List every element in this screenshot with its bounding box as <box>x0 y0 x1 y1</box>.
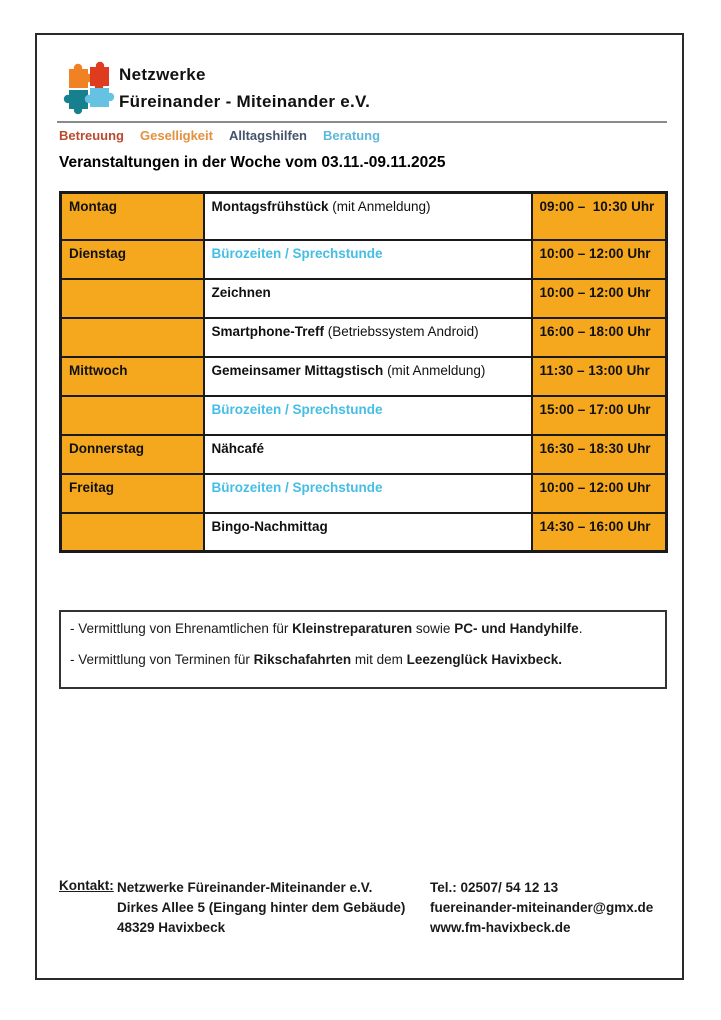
nav-strip <box>59 128 380 143</box>
day-cell <box>61 396 204 435</box>
nav-item-geselligkeit: Geselligkeit <box>140 128 213 143</box>
contact-label: Kontakt: <box>59 878 114 893</box>
time-cell: 16:30 – 18:30 Uhr <box>532 435 667 474</box>
contact-address <box>117 878 405 938</box>
time-cell: 14:30 – 16:00 Uhr <box>532 513 667 552</box>
time-cell: 10:00 – 12:00 Uhr <box>532 279 667 318</box>
day-cell <box>61 279 204 318</box>
service-line: - Vermittlung von Ehrenamtlichen für Kleinstreparaturen sowie PC- und Handyhilfe. <box>70 621 583 636</box>
contact-website: www.fm-havixbeck.de <box>430 920 571 935</box>
time-cell: 15:00 – 17:00 Uhr <box>532 396 667 435</box>
time-cell: 10:00 – 12:00 Uhr <box>532 240 667 279</box>
schedule-table <box>59 191 668 553</box>
time-cell: 11:30 – 13:00 Uhr <box>532 357 667 396</box>
day-cell <box>61 513 204 552</box>
time-cell: 16:00 – 18:00 Uhr <box>532 318 667 357</box>
nav-item-beratung: Beratung <box>323 128 381 143</box>
brand-name <box>119 61 370 115</box>
event-cell: Bingo-Nachmittag <box>204 513 532 552</box>
header-divider <box>57 121 667 123</box>
contact-phone: Tel.: 02507/ 54 12 13 <box>430 880 559 895</box>
time-cell: 09:00 – 10:30 Uhr <box>532 193 667 240</box>
contact-city: 48329 Havixbeck <box>117 920 226 935</box>
table-row <box>61 279 667 318</box>
day-cell: Freitag <box>61 474 204 513</box>
day-cell: Dienstag <box>61 240 204 279</box>
schedule-body <box>61 193 667 552</box>
nav-item-betreuung: Betreuung <box>59 128 124 143</box>
table-row <box>61 240 667 279</box>
time-cell: 10:00 – 12:00 Uhr <box>532 474 667 513</box>
day-cell: Mittwoch <box>61 357 204 396</box>
contact-org: Netzwerke Füreinander-Miteinander e.V. <box>117 880 373 895</box>
table-row <box>61 474 667 513</box>
contact-email: fuereinander-miteinander@gmx.de <box>430 900 654 915</box>
day-cell: Donnerstag <box>61 435 204 474</box>
table-row <box>61 513 667 552</box>
event-cell: Nähcafé <box>204 435 532 474</box>
table-row <box>61 357 667 396</box>
brand-name-line1: Netzwerke <box>119 65 206 84</box>
nav-item-alltagshilfen: Alltagshilfen <box>228 128 307 143</box>
contact-details <box>430 878 653 938</box>
services-box <box>59 610 667 689</box>
page-title: Veranstaltungen in der Woche vom 03.11.-09.11.2025 <box>59 154 446 171</box>
contact-street: Dirkes Allee 5 (Eingang hinter dem Gebäude) <box>117 900 406 915</box>
table-row <box>61 435 667 474</box>
event-cell: Smartphone-Treff (Betriebssystem Android) <box>204 318 532 357</box>
event-cell: Bürozeiten / Sprechstunde <box>204 474 532 513</box>
event-cell: Bürozeiten / Sprechstunde <box>204 396 532 435</box>
logo-puzzle-icon <box>63 59 115 117</box>
table-row <box>61 193 667 240</box>
event-cell: Bürozeiten / Sprechstunde <box>204 240 532 279</box>
day-cell: Montag <box>61 193 204 240</box>
table-row <box>61 318 667 357</box>
page-border-frame <box>35 33 684 980</box>
day-cell <box>61 318 204 357</box>
event-cell: Zeichnen <box>204 279 532 318</box>
table-row <box>61 396 667 435</box>
brand-name-line2: Füreinander - Miteinander e.V. <box>119 92 371 111</box>
event-cell: Gemeinsamer Mittagstisch (mit Anmeldung) <box>204 357 532 396</box>
service-line: - Vermittlung von Terminen für Rikschafahrten mit dem Leezenglück Havixbeck. <box>70 652 562 667</box>
event-cell: Montagsfrühstück (mit Anmeldung) <box>204 193 532 240</box>
